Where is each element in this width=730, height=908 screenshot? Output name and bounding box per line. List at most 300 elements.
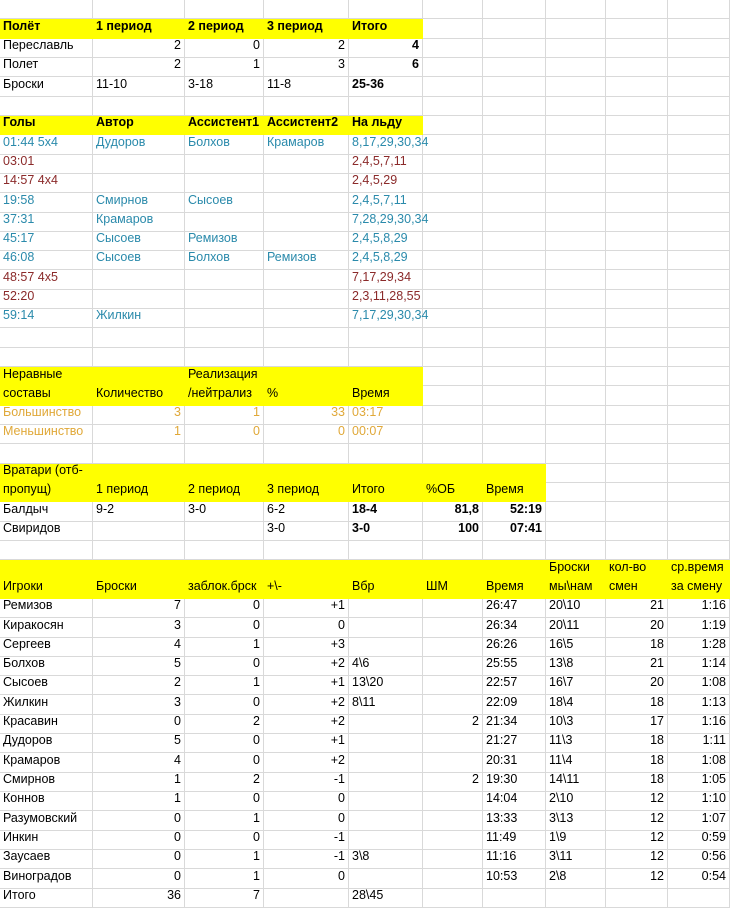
empty-cell[interactable] [483,135,546,154]
player-header[interactable] [423,560,483,599]
goalie-period[interactable] [185,502,264,521]
empty-cell[interactable] [668,232,730,251]
empty-cell[interactable] [185,541,264,560]
empty-cell[interactable] [423,77,483,96]
empty-cell[interactable] [349,328,423,347]
empty-cell[interactable] [668,251,730,270]
empty-cell[interactable] [423,58,483,77]
empty-cell[interactable] [185,328,264,347]
empty-cell[interactable] [668,135,730,154]
special-count[interactable] [93,406,185,425]
player-stat[interactable] [93,618,185,637]
empty-cell[interactable] [606,290,668,309]
players-total[interactable] [93,889,185,908]
empty-cell[interactable] [668,213,730,232]
empty-cell[interactable] [185,444,264,463]
goalie-period[interactable] [264,522,349,541]
player-header[interactable] [93,560,185,599]
goal-assist2[interactable] [264,290,349,309]
empty-cell[interactable] [423,328,483,347]
empty-cell[interactable] [546,290,606,309]
goalie-header[interactable] [349,464,423,503]
player-stat[interactable] [606,869,668,888]
goal-author[interactable] [93,135,185,154]
player-stat[interactable] [264,869,349,888]
empty-cell[interactable] [606,77,668,96]
empty-cell[interactable] [668,386,730,405]
goal-assist2[interactable] [264,193,349,212]
cell-text: 2 период [188,482,241,497]
cell-text: 2 [174,675,181,690]
special-pct[interactable] [264,425,349,444]
empty-cell[interactable] [483,97,546,116]
goal-assist1[interactable] [185,155,264,174]
goal-author[interactable] [93,251,185,270]
goal-assist2[interactable] [264,174,349,193]
player-stat[interactable] [668,869,730,888]
empty-cell[interactable] [606,232,668,251]
player-stat[interactable] [423,850,483,869]
empty-cell[interactable] [606,58,668,77]
players-total[interactable] [423,889,483,908]
empty-cell[interactable] [483,406,546,425]
empty-cell[interactable] [546,425,606,444]
empty-cell[interactable] [606,116,668,135]
empty-cell[interactable] [546,213,606,232]
period-score[interactable] [93,39,185,58]
empty-cell[interactable] [483,386,546,405]
special-header[interactable] [93,367,185,406]
empty-cell[interactable] [546,19,606,38]
player-stat[interactable] [93,792,185,811]
goal-assist2[interactable] [264,309,349,328]
cell-text: 36 [167,887,181,902]
cell-text: Ремизов [188,231,238,246]
cell-text: 2,4,5,7,11 [352,153,407,168]
empty-cell[interactable] [546,193,606,212]
empty-cell[interactable] [423,270,483,289]
empty-cell[interactable] [546,174,606,193]
empty-cell[interactable] [668,116,730,135]
empty-cell[interactable] [483,425,546,444]
special-header[interactable] [349,367,423,406]
empty-cell[interactable] [546,464,606,483]
empty-cell[interactable] [606,425,668,444]
empty-cell[interactable] [606,193,668,212]
empty-cell[interactable] [546,522,606,541]
empty-cell[interactable] [423,444,483,463]
empty-cell[interactable] [606,155,668,174]
cell-text: % [267,385,279,400]
empty-cell[interactable] [483,348,546,367]
cell-text: 0 [253,656,260,671]
goalie-header[interactable] [185,464,264,503]
empty-cell[interactable] [483,39,546,58]
special-label[interactable] [0,425,93,444]
empty-cell[interactable] [668,464,730,483]
empty-cell[interactable] [606,213,668,232]
empty-cell[interactable] [546,270,606,289]
empty-cell[interactable] [606,444,668,463]
empty-cell[interactable] [546,444,606,463]
empty-cell[interactable] [668,522,730,541]
empty-cell[interactable] [423,97,483,116]
players-total[interactable] [349,889,423,908]
player-stat[interactable] [349,753,423,772]
goalie-header[interactable] [0,464,93,503]
empty-cell[interactable] [546,348,606,367]
empty-cell[interactable] [423,116,483,135]
player-stat[interactable] [93,811,185,830]
empty-cell[interactable] [349,444,423,463]
empty-cell[interactable] [423,541,483,560]
empty-cell[interactable] [93,348,185,367]
player-stat[interactable] [423,618,483,637]
player-stat[interactable] [93,599,185,618]
player-stat[interactable] [423,811,483,830]
special-pct[interactable] [264,406,349,425]
empty-cell[interactable] [546,502,606,521]
empty-cell[interactable] [546,155,606,174]
empty-cell[interactable] [546,483,606,502]
goal-assist1[interactable] [185,309,264,328]
empty-cell[interactable] [423,251,483,270]
empty-cell[interactable] [483,58,546,77]
cell-text: 03:17 [352,405,384,419]
empty-cell[interactable] [423,39,483,58]
period-shots[interactable] [185,77,264,96]
empty-cell[interactable] [423,232,483,251]
empty-cell[interactable] [546,39,606,58]
special-header[interactable] [264,367,349,406]
goalie-period[interactable] [185,522,264,541]
player-stat[interactable] [93,695,185,714]
empty-cell[interactable] [483,232,546,251]
empty-cell[interactable] [668,290,730,309]
empty-cell[interactable] [606,174,668,193]
empty-cell[interactable] [606,135,668,154]
empty-cell[interactable] [483,328,546,347]
cell-text: +\- [267,578,282,593]
empty-cell[interactable] [546,232,606,251]
player-stat[interactable] [423,831,483,850]
empty-cell[interactable] [546,406,606,425]
empty-cell[interactable] [668,309,730,328]
cell-text: 1 [174,424,181,439]
goalie-time[interactable] [483,522,546,541]
empty-cell[interactable] [668,58,730,77]
empty-cell[interactable] [606,0,668,19]
empty-cell[interactable] [668,502,730,521]
empty-cell[interactable] [546,251,606,270]
special-count[interactable] [93,425,185,444]
cell-text: 0 [338,617,345,632]
player-stat[interactable] [423,657,483,676]
empty-cell[interactable] [423,406,483,425]
empty-cell[interactable] [606,483,668,502]
empty-cell[interactable] [264,348,349,367]
empty-cell[interactable] [606,406,668,425]
player-stat[interactable] [423,869,483,888]
cell-text: 7 [253,887,260,902]
goal-time[interactable] [0,309,93,328]
cell-text: -1 [333,849,345,864]
player-stat[interactable] [423,734,483,753]
special-time[interactable] [349,425,423,444]
player-stat[interactable] [349,618,423,637]
empty-cell[interactable] [606,464,668,483]
player-stat[interactable] [349,773,423,792]
goalie-total[interactable] [349,522,423,541]
empty-cell[interactable] [546,0,606,19]
player-stat[interactable] [349,734,423,753]
goal-author[interactable] [93,270,185,289]
empty-cell[interactable] [668,174,730,193]
score-header[interactable] [264,19,349,38]
empty-cell[interactable] [546,97,606,116]
goal-assist2[interactable] [264,155,349,174]
goalie-save-pct[interactable] [423,522,483,541]
empty-cell[interactable] [423,425,483,444]
goal-assist2[interactable] [264,270,349,289]
empty-cell[interactable] [423,19,483,38]
cell-text: 14:04 [486,791,518,806]
empty-cell[interactable] [546,367,606,386]
empty-cell[interactable] [423,213,483,232]
empty-cell[interactable] [546,77,606,96]
empty-cell[interactable] [606,502,668,521]
empty-cell[interactable] [606,309,668,328]
player-header[interactable] [349,560,423,599]
empty-cell[interactable] [423,348,483,367]
goalie-header[interactable] [264,464,349,503]
players-total[interactable] [483,889,546,908]
empty-cell[interactable] [93,328,185,347]
empty-cell[interactable] [606,251,668,270]
player-header[interactable] [483,560,546,599]
player-header[interactable] [606,560,668,599]
cell-text: Дудоров [96,134,146,149]
goal-assist1[interactable] [185,135,264,154]
player-stat[interactable] [264,599,349,618]
empty-cell[interactable] [668,155,730,174]
player-stat[interactable] [264,850,349,869]
empty-cell[interactable] [606,19,668,38]
empty-cell[interactable] [483,155,546,174]
goal-assist2[interactable] [264,213,349,232]
empty-cell[interactable] [606,367,668,386]
goalie-header[interactable] [423,464,483,503]
cell-text: 18 [650,636,664,651]
players-total[interactable] [264,889,349,908]
special-realized[interactable] [185,425,264,444]
empty-cell[interactable] [546,116,606,135]
player-stat[interactable] [423,773,483,792]
empty-cell[interactable] [423,386,483,405]
empty-cell[interactable] [349,541,423,560]
empty-cell[interactable] [423,309,483,328]
goal-assist1[interactable] [185,290,264,309]
period-score[interactable] [264,39,349,58]
goalie-period[interactable] [93,502,185,521]
player-stat[interactable] [93,831,185,850]
empty-cell[interactable] [483,0,546,19]
empty-cell[interactable] [668,483,730,502]
empty-cell[interactable] [349,348,423,367]
empty-cell[interactable] [423,367,483,386]
empty-cell[interactable] [606,328,668,347]
empty-cell[interactable] [606,270,668,289]
empty-cell[interactable] [483,309,546,328]
empty-cell[interactable] [483,270,546,289]
player-stat[interactable] [93,676,185,695]
player-stat[interactable] [264,773,349,792]
empty-cell[interactable] [93,444,185,463]
players-total[interactable] [606,889,668,908]
empty-cell[interactable] [483,444,546,463]
empty-cell[interactable] [483,116,546,135]
empty-cell[interactable] [546,328,606,347]
empty-cell[interactable] [668,406,730,425]
empty-cell[interactable] [423,174,483,193]
player-stat[interactable] [349,850,423,869]
player-stat[interactable] [483,869,546,888]
empty-cell[interactable] [668,367,730,386]
empty-cell[interactable] [606,348,668,367]
player-header[interactable] [0,560,93,599]
player-stat[interactable] [93,734,185,753]
empty-cell[interactable] [668,425,730,444]
shots-label[interactable] [0,77,93,96]
player-stat[interactable] [93,753,185,772]
empty-cell[interactable] [483,213,546,232]
player-stat[interactable] [349,599,423,618]
player-stat[interactable] [423,676,483,695]
goal-author[interactable] [93,155,185,174]
empty-cell[interactable] [483,174,546,193]
player-stat[interactable] [423,599,483,618]
empty-cell[interactable] [423,0,483,19]
empty-cell[interactable] [546,135,606,154]
player-stat[interactable] [93,657,185,676]
player-header[interactable] [546,560,606,599]
empty-cell[interactable] [483,367,546,386]
empty-cell[interactable] [546,58,606,77]
player-stat[interactable] [349,715,423,734]
player-stat[interactable] [264,792,349,811]
empty-cell[interactable] [0,541,93,560]
cell-text: Разумовский [3,810,78,825]
empty-cell[interactable] [483,19,546,38]
player-stat[interactable] [423,638,483,657]
empty-cell[interactable] [606,386,668,405]
empty-cell[interactable] [668,77,730,96]
empty-cell[interactable] [668,0,730,19]
goalie-header[interactable] [483,464,546,503]
empty-cell[interactable] [423,290,483,309]
total-shots[interactable] [349,77,423,96]
player-stat[interactable] [423,792,483,811]
goalie-period[interactable] [93,522,185,541]
player-stat[interactable] [93,715,185,734]
score-header[interactable] [93,19,185,38]
empty-cell[interactable] [668,19,730,38]
empty-cell[interactable] [668,193,730,212]
empty-cell[interactable] [0,328,93,347]
cell-text: 2,4,5,29 [352,173,398,188]
player-stat[interactable] [93,850,185,869]
player-header[interactable] [264,560,349,599]
goalie-header[interactable] [93,464,185,503]
goal-assist1[interactable] [185,270,264,289]
empty-cell[interactable] [606,39,668,58]
period-shots[interactable] [264,77,349,96]
player-stat[interactable] [546,869,606,888]
cell-text: Время [352,385,390,400]
empty-cell[interactable] [264,541,349,560]
player-stat[interactable] [349,792,423,811]
empty-cell[interactable] [483,193,546,212]
cell-text: -1 [333,772,345,787]
goal-assist2[interactable] [264,251,349,270]
empty-cell[interactable] [546,386,606,405]
empty-cell[interactable] [668,270,730,289]
special-header[interactable] [185,367,264,406]
player-header[interactable] [185,560,264,599]
empty-cell[interactable] [483,541,546,560]
empty-cell[interactable] [483,77,546,96]
empty-cell[interactable] [264,328,349,347]
empty-cell[interactable] [668,97,730,116]
players-total[interactable] [0,889,93,908]
player-stat[interactable] [349,811,423,830]
goal-author[interactable] [93,309,185,328]
goal-assist2[interactable] [264,135,349,154]
empty-cell[interactable] [668,444,730,463]
empty-cell[interactable] [423,155,483,174]
cell-text: 0 [253,733,260,748]
empty-cell[interactable] [668,348,730,367]
player-stat[interactable] [349,695,423,714]
players-total[interactable] [668,889,730,908]
players-total[interactable] [546,889,606,908]
period-shots[interactable] [93,77,185,96]
player-stat[interactable] [423,715,483,734]
special-header[interactable] [0,367,93,406]
cell-text: Полёт [3,18,41,33]
empty-cell[interactable] [423,135,483,154]
empty-cell[interactable] [668,39,730,58]
empty-cell[interactable] [606,97,668,116]
empty-cell[interactable] [423,193,483,212]
players-total[interactable] [185,889,264,908]
player-header[interactable] [668,560,730,599]
empty-cell[interactable] [264,444,349,463]
goal-assist1[interactable] [185,251,264,270]
empty-cell[interactable] [546,309,606,328]
empty-cell[interactable] [483,290,546,309]
empty-cell[interactable] [606,522,668,541]
player-stat[interactable] [93,773,185,792]
player-stat[interactable] [93,638,185,657]
cell-text: 0 [253,830,260,845]
empty-cell[interactable] [93,541,185,560]
goal-on-ice[interactable] [349,308,429,328]
empty-cell[interactable] [483,251,546,270]
empty-cell[interactable] [668,328,730,347]
goalie-name[interactable] [0,522,93,541]
goal-assist1[interactable] [185,193,264,212]
